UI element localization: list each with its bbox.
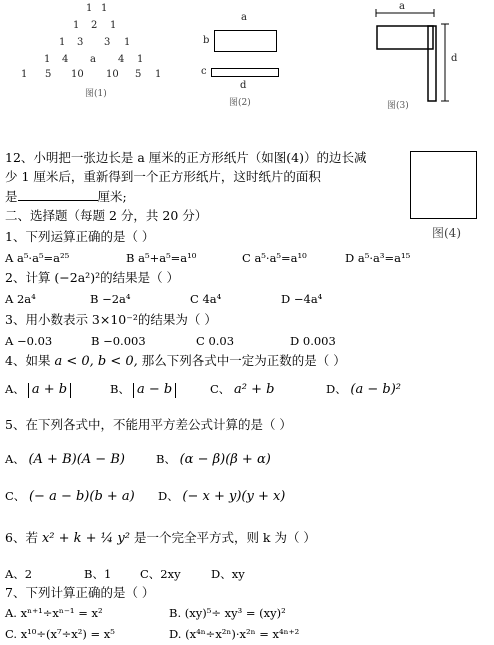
option-expression: a² + b xyxy=(233,382,275,397)
abs-bar-right xyxy=(70,383,71,398)
option-expression: (− x + y)(y + x) xyxy=(182,489,286,504)
triangle-number: 1 xyxy=(137,54,144,65)
option-expression: (− a − b)(b + a) xyxy=(28,489,135,504)
option-label: B、 xyxy=(110,382,130,396)
triangle-number: 10 xyxy=(106,69,119,80)
option-expression: (a − b)² xyxy=(350,382,401,397)
option-label: D、 xyxy=(326,382,347,396)
option-label: A、 xyxy=(5,452,25,466)
question-1-option-a[interactable]: A a⁵·a⁵=a²⁵ xyxy=(5,251,70,265)
question-4-stem xyxy=(5,353,346,370)
triangle-number: 1 xyxy=(59,37,66,48)
question-3-stem: 3、用小数表示 3×10⁻²的结果为（ ） xyxy=(5,312,217,327)
question-4-option-d[interactable] xyxy=(326,382,401,397)
question-2-option-b[interactable]: B −2a⁴ xyxy=(90,292,131,306)
figure-2-label-b: b xyxy=(203,35,210,46)
option-expression: (α − β)(β + α) xyxy=(179,452,271,467)
question-2-option-c[interactable]: C 4a⁴ xyxy=(190,292,222,306)
triangle-number: 1 xyxy=(73,20,80,31)
triangle-number: 3 xyxy=(77,37,84,48)
question-12-line-2: 少 1 厘米后，重新得到一个正方形纸片，这时纸片的面积 xyxy=(5,169,321,184)
question-1-option-c[interactable]: C a⁵·a⁵=a¹⁰ xyxy=(242,251,307,265)
question-2-stem: 2、计算 (−2a²)²的结果是（ ） xyxy=(5,270,180,285)
figure-2-label-c: c xyxy=(201,66,207,77)
question-7-option-b[interactable]: B. (xy)⁵÷ xy³ = (xy)² xyxy=(169,606,286,620)
figure-1-caption: 图(1) xyxy=(85,89,107,99)
triangle-number: 1 xyxy=(124,37,131,48)
question-12-line-3 xyxy=(5,188,127,205)
question-4-option-b[interactable] xyxy=(110,382,179,398)
question-1-stem: 1、下列运算正确的是（ ） xyxy=(5,229,155,244)
option-expression: a − b xyxy=(136,382,173,397)
question-4-stem-suffix: 那么下列各式中一定为正数的是（ ） xyxy=(137,353,346,368)
question-4-option-c[interactable] xyxy=(210,382,274,397)
question-5-option-d[interactable] xyxy=(158,489,285,504)
question-3-option-a[interactable]: A −0.03 xyxy=(5,334,53,348)
triangle-number: 1 xyxy=(21,69,28,80)
option-label: B、 xyxy=(156,452,176,466)
question-4-condition: a < 0, b < 0, xyxy=(54,354,138,369)
question-6-expression: x² + k + ¼ y² xyxy=(41,531,130,546)
question-1-option-d[interactable]: D a⁵·a³=a¹⁵ xyxy=(345,251,411,265)
figure-4-caption: 图(4) xyxy=(432,226,461,240)
option-label: A、 xyxy=(5,382,25,396)
triangle-number: 1 xyxy=(44,54,51,65)
question-7-option-d[interactable]: D. (x⁴ⁿ÷x²ⁿ)·x²ⁿ = x⁴ⁿ⁺² xyxy=(169,627,300,641)
triangle-number: a xyxy=(90,54,96,65)
option-label: C、 xyxy=(5,489,26,503)
triangle-number: 4 xyxy=(118,54,125,65)
question-12-prefix: 是 xyxy=(5,189,18,204)
figure-2-rectangle-cd xyxy=(211,68,279,77)
abs-bar-left xyxy=(133,383,134,398)
question-5-option-a[interactable] xyxy=(5,452,125,467)
abs-bar-left xyxy=(28,383,29,398)
figure-3-label-d: d xyxy=(451,53,458,64)
question-4-stem-prefix: 4、如果 xyxy=(5,353,55,368)
question-6-option-b[interactable]: B、1 xyxy=(84,567,112,581)
figure-2-rectangle-ab xyxy=(214,30,277,52)
option-expression: a + b xyxy=(31,382,68,397)
figure-3-diagram xyxy=(372,4,462,104)
question-5-option-b[interactable] xyxy=(156,452,271,467)
figure-4-square xyxy=(410,151,477,219)
triangle-number: 1 xyxy=(110,20,117,31)
question-12-suffix: 厘米; xyxy=(97,189,127,204)
question-7-option-a[interactable]: A. xⁿ⁺¹÷xⁿ⁻¹ = x² xyxy=(5,606,103,620)
question-5-option-c[interactable] xyxy=(5,489,135,504)
question-3-option-b[interactable]: B −0.003 xyxy=(91,334,146,348)
figure-2-caption: 图(2) xyxy=(229,98,251,108)
triangle-number: 4 xyxy=(62,54,69,65)
triangle-number: 2 xyxy=(91,20,98,31)
question-5-stem: 5、在下列各式中，不能用平方差公式计算的是（ ） xyxy=(5,417,292,432)
abs-bar-right xyxy=(175,383,176,398)
triangle-number: 5 xyxy=(45,69,52,80)
figure-2-label-a: a xyxy=(241,12,247,23)
question-2-option-d[interactable]: D −4a⁴ xyxy=(281,292,323,306)
triangle-number: 3 xyxy=(104,37,111,48)
option-label: D、 xyxy=(158,489,179,503)
question-6-option-c[interactable]: C、2xy xyxy=(140,567,181,581)
answer-blank[interactable] xyxy=(18,188,98,201)
triangle-number: 10 xyxy=(71,69,84,80)
question-6-stem xyxy=(5,530,316,547)
question-6-option-a[interactable]: A、2 xyxy=(5,567,33,581)
triangle-number: 1 xyxy=(86,3,93,14)
question-3-option-c[interactable]: C 0.03 xyxy=(196,334,235,348)
figure-2-label-d: d xyxy=(240,80,247,91)
triangle-number: 1 xyxy=(155,69,162,80)
option-label: C、 xyxy=(210,382,231,396)
section-2-heading: 二、选择题（每题 2 分，共 20 分） xyxy=(5,208,208,223)
figure-3-label-a: a xyxy=(399,1,405,12)
question-6-stem-prefix: 6、若 xyxy=(5,530,42,545)
question-6-option-d[interactable]: D、xy xyxy=(211,567,245,581)
question-2-option-a[interactable]: A 2a⁴ xyxy=(5,292,36,306)
option-expression: (A + B)(A − B) xyxy=(28,452,125,467)
question-6-stem-suffix: 是一个完全平方式，则 k 为（ ） xyxy=(129,530,316,545)
question-7-stem: 7、下列计算正确的是（ ） xyxy=(5,585,155,600)
question-1-option-b[interactable]: B a⁵+a⁵=a¹⁰ xyxy=(126,251,197,265)
question-4-option-a[interactable] xyxy=(5,382,74,398)
question-3-option-d[interactable]: D 0.003 xyxy=(290,334,336,348)
question-12-line-1: 12、小明把一张边长是 a 厘米的正方形纸片（如图(4)）的边长减 xyxy=(5,150,367,165)
question-7-option-c[interactable]: C. x¹⁰÷(x⁷÷x²) = x⁵ xyxy=(5,627,115,641)
figure-3-caption: 图(3) xyxy=(387,101,409,111)
triangle-number: 1 xyxy=(101,3,108,14)
triangle-number: 5 xyxy=(135,69,142,80)
